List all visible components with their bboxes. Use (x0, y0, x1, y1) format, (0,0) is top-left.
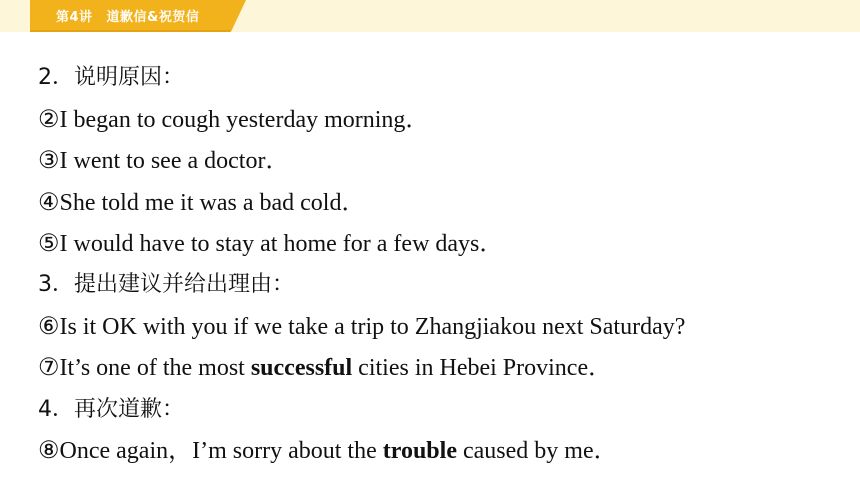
sentence-8-start: ⑧Once again，I’m sorry about the (38, 438, 383, 464)
sentence-8 (38, 436, 618, 466)
tab-underline (30, 30, 230, 32)
section-title (56, 6, 199, 25)
lecture-topic: 道歉信&祝贺信 (106, 10, 200, 25)
sentence-4: ④She told me it was a bad cold． (38, 190, 366, 216)
sentence-8-end: caused by me． (456, 438, 618, 464)
heading-reason: 2．说明原因： (38, 65, 184, 90)
heading-apology: 4．再次道歉： (38, 397, 184, 422)
sentence-3: ③I went to see a doctor． (38, 148, 290, 174)
lecture-number: 第4讲 (56, 10, 93, 25)
bold-word-successful: successful (250, 355, 353, 381)
sentence-6: ⑥Is it OK with you if we take a trip to Zhangjiakou next Saturday? (38, 314, 686, 340)
sentence-7-start: ⑦It’s one of the most (38, 355, 251, 381)
sentence-5: ⑤I would have to stay at home for a few days． (38, 231, 504, 257)
sentence-7 (38, 353, 612, 383)
bold-word-trouble: trouble (382, 438, 457, 464)
heading-suggestion: 3．提出建议并给出理由： (38, 272, 294, 297)
sentence-2: ②I began to cough yesterday morning． (38, 107, 430, 133)
sentence-7-end: cities in Hebei Province． (352, 355, 613, 381)
